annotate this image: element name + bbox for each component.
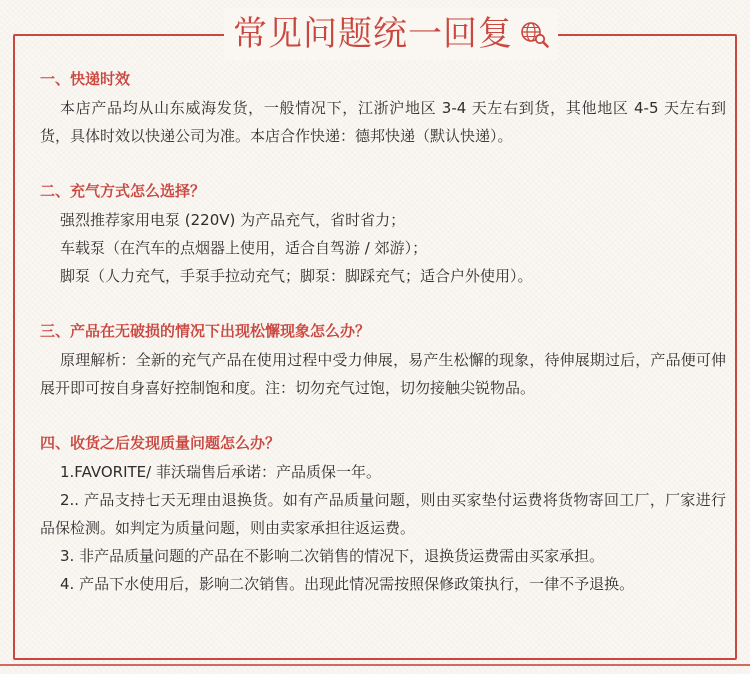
section-paragraph: 强烈推荐家用电泵 (220V) 为产品充气，省时省力； bbox=[60, 211, 406, 229]
section-paragraph: 1.FAVORITE/ 菲沃瑞售后承诺：产品质保一年。 bbox=[60, 463, 381, 481]
faq-content bbox=[40, 66, 726, 598]
bottom-divider bbox=[0, 664, 750, 674]
faq-section-inflation bbox=[40, 178, 726, 290]
section-heading: 三、产品在无破损的情况下出现松懈现象怎么办？ bbox=[40, 322, 371, 340]
page-title: 常见问题统一回复 bbox=[233, 14, 513, 54]
faq-section-shipping bbox=[40, 66, 726, 150]
section-paragraph: 原理解析：全新的充气产品在使用过程中受力伸展，易产生松懈的现象，待伸展期过后，产品便可伸展开即可按自身喜好控制饱和度。注：切勿充气过饱，切勿接触尖锐物品。 bbox=[40, 351, 726, 397]
section-paragraph: 4. 产品下水使用后，影响二次销售。出现此情况需按照保修政策执行，一律不予退换。 bbox=[60, 575, 635, 593]
section-paragraph: 2.. 产品支持七天无理由退换货。如有产品质量问题，则由买家垫付运费将货物寄回工厂，厂家进行品保检测。如判定为质量问题，则由卖家承担往返运费。 bbox=[40, 491, 726, 537]
section-heading: 二、充气方式怎么选择？ bbox=[40, 182, 206, 200]
section-spacer bbox=[40, 290, 726, 318]
section-heading: 四、收货之后发现质量问题怎么办？ bbox=[40, 434, 281, 452]
section-paragraph: 脚泵（人力充气，手泵手拉动充气；脚泵：脚踩充气；适合户外使用）。 bbox=[60, 267, 533, 285]
title-banner bbox=[224, 8, 558, 60]
section-paragraph: 3. 非产品质量问题的产品在不影响二次销售的情况下，退换货运费需由买家承担。 bbox=[60, 547, 605, 565]
section-paragraph: 本店产品均从山东威海发货，一般情况下，江浙沪地区 3-4 天左右到货，其他地区 4-5 天左右到货，具体时效以快递公司为准。本店合作快递：德邦快递（默认快递）。 bbox=[40, 99, 726, 145]
section-paragraph: 车载泵（在汽车的点烟器上使用，适合自驾游 / 郊游）； bbox=[60, 239, 428, 257]
section-spacer bbox=[40, 402, 726, 430]
section-heading: 一、快递时效 bbox=[40, 70, 131, 88]
faq-section-quality bbox=[40, 430, 726, 598]
section-spacer bbox=[40, 150, 726, 178]
globe-magnifier-icon bbox=[519, 19, 549, 49]
faq-section-slack bbox=[40, 318, 726, 402]
